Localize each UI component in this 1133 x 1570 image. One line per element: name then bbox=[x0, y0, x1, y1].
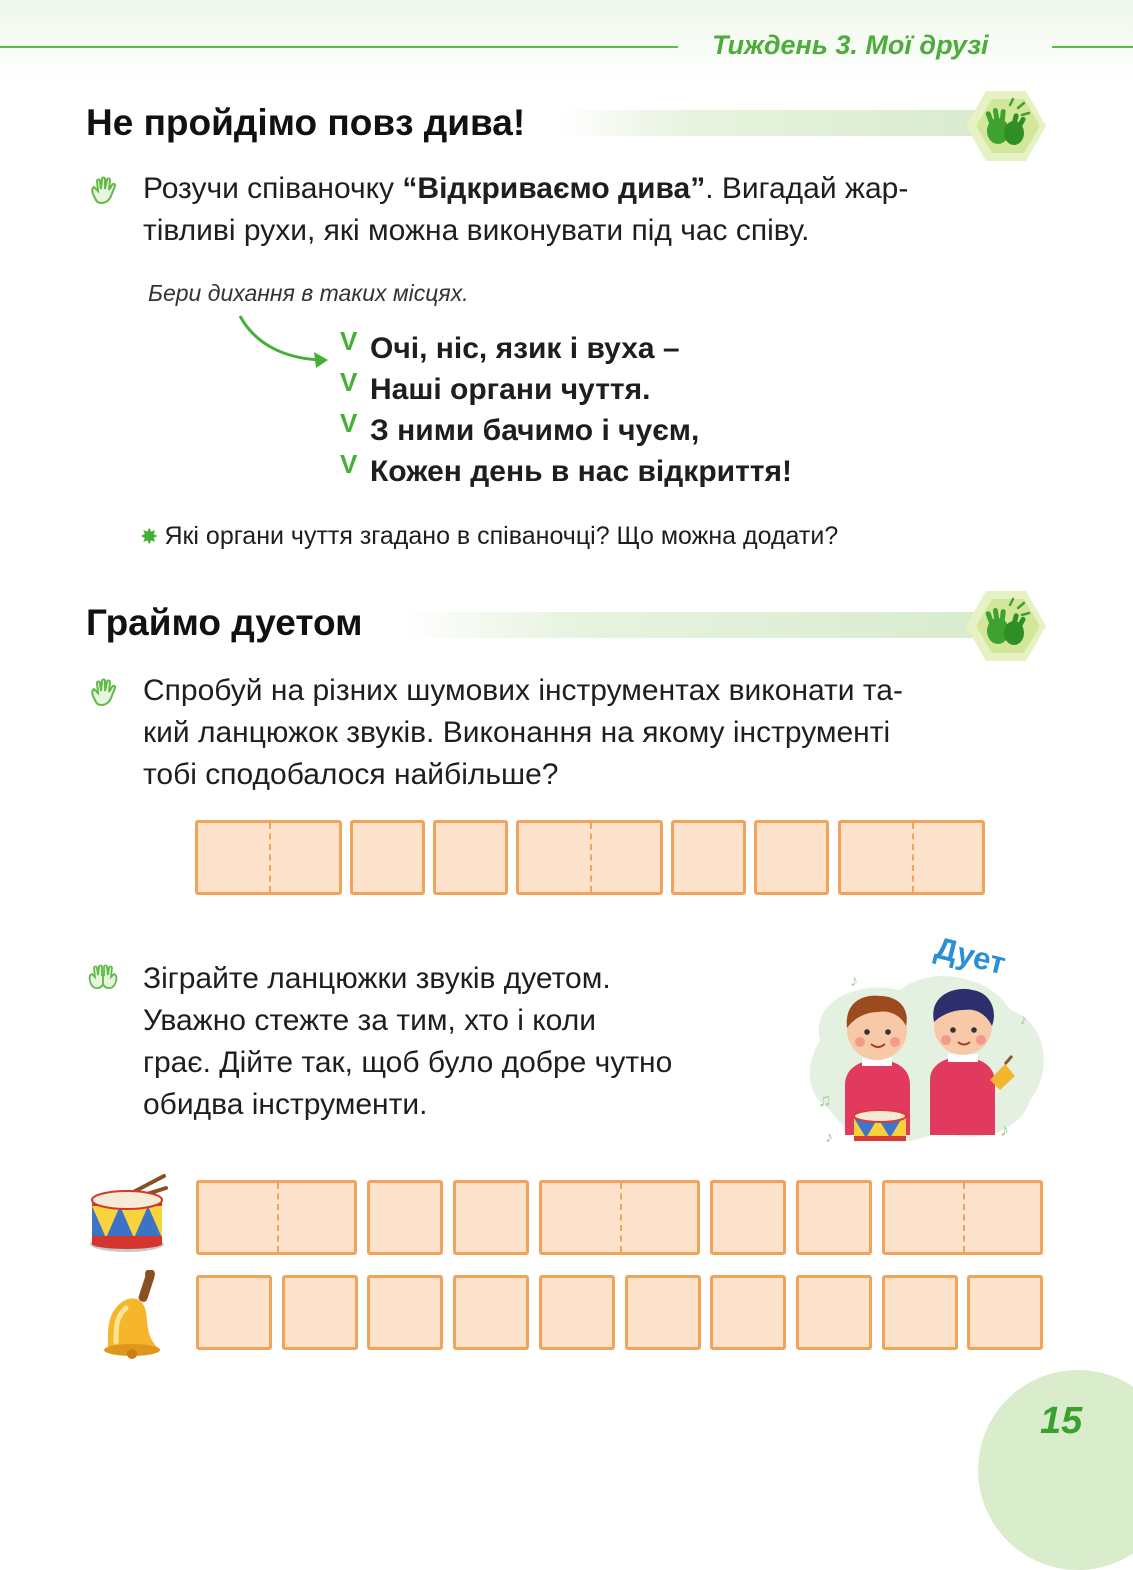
section1-title-bar bbox=[560, 110, 990, 136]
header-rule-right bbox=[1052, 46, 1133, 48]
task-text-part2: . Вигадай жар- bbox=[705, 172, 909, 205]
song-title: “Відкриваємо дива” bbox=[402, 172, 706, 205]
star-bullet-icon: ✸ bbox=[140, 524, 159, 549]
breath-mark: V bbox=[340, 326, 358, 356]
svg-text:♪: ♪ bbox=[1020, 1011, 1027, 1027]
bell-rhythm-box bbox=[882, 1275, 958, 1350]
svg-text:♪: ♪ bbox=[825, 1129, 833, 1146]
rhythm-box-long bbox=[838, 820, 985, 895]
bell-rhythm-box bbox=[539, 1275, 615, 1350]
arrow-icon bbox=[236, 312, 336, 372]
task-text-line2: тівливі рухи, які можна виконувати під час співу. bbox=[143, 214, 810, 247]
drum-rhythm-box bbox=[367, 1180, 443, 1255]
svg-text:♪: ♪ bbox=[1000, 1120, 1009, 1140]
rhythm-box bbox=[754, 820, 829, 895]
section1-title: Не пройдімо повз дива! bbox=[86, 102, 526, 143]
section2-task2: Зіграйте ланцюжки звуків дуетом. Уважно стежте за тим, хто і коли грає. Дійте так, щоб було добре чутно обидва інструменти. bbox=[143, 962, 673, 1121]
hand-icon bbox=[86, 174, 120, 208]
duet-label: Дует bbox=[931, 930, 1010, 982]
rhythm-box-long bbox=[516, 820, 663, 895]
bell-rhythm-box bbox=[367, 1275, 443, 1350]
bell-icon bbox=[88, 1270, 168, 1360]
rhythm-box-long bbox=[195, 820, 342, 895]
clapping-hands-icon bbox=[966, 89, 1046, 163]
week-title: Тиждень 3. Мої друзі bbox=[712, 30, 989, 60]
breath-mark: V bbox=[340, 367, 358, 397]
children-duet-illustration bbox=[800, 960, 1050, 1150]
verse-line: V Очі, ніс, язик і вуха – bbox=[340, 326, 680, 365]
page-number: 15 bbox=[1040, 1400, 1083, 1442]
section1-task bbox=[143, 168, 1063, 252]
section2-title-bar bbox=[400, 612, 990, 638]
bell-rhythm-box bbox=[282, 1275, 358, 1350]
clapping-hands-icon bbox=[966, 589, 1046, 663]
svg-text:♪: ♪ bbox=[850, 973, 858, 990]
drum-rhythm-box-long bbox=[196, 1180, 357, 1255]
drum-rhythm-box bbox=[710, 1180, 786, 1255]
bell-rhythm-box bbox=[710, 1275, 786, 1350]
section2-title: Граймо дуетом bbox=[86, 602, 363, 643]
rhythm-box bbox=[350, 820, 425, 895]
drum-rhythm-box bbox=[796, 1180, 872, 1255]
breath-mark: V bbox=[340, 408, 358, 438]
task-text-part1: Розучи співаночку bbox=[143, 172, 403, 205]
bell-rhythm-box bbox=[196, 1275, 272, 1350]
breath-mark: V bbox=[340, 449, 358, 479]
svg-text:♫: ♫ bbox=[818, 1090, 832, 1110]
section2-task1: Спробуй на різних шумових інструментах виконати та- кий ланцюжок звуків. Виконання на якому інструменті тобі сподобалося найбільше? bbox=[143, 674, 903, 791]
bell-rhythm-box bbox=[796, 1275, 872, 1350]
song-verse bbox=[340, 326, 792, 496]
verse-line: V З ними бачимо і чуєм, bbox=[340, 408, 700, 447]
question-line: ✸ Які органи чуття згадано в співаночці? Що можна додати? bbox=[140, 522, 839, 550]
drum-rhythm-box-long bbox=[539, 1180, 700, 1255]
breath-note: Бери дихання в таких місцях. bbox=[148, 280, 469, 306]
drum-rhythm-box bbox=[453, 1180, 529, 1255]
verse-line: V Кожен день в нас відкриття! bbox=[340, 449, 792, 488]
hand-icon bbox=[86, 676, 120, 710]
bell-rhythm-box bbox=[453, 1275, 529, 1350]
verse-line: V Наші органи чуття. bbox=[340, 367, 651, 406]
two-hands-icon bbox=[86, 962, 120, 996]
bell-rhythm-box bbox=[967, 1275, 1043, 1350]
rhythm-box bbox=[671, 820, 746, 895]
drum-rhythm-box-long bbox=[882, 1180, 1043, 1255]
header-rule-left bbox=[0, 46, 678, 48]
bell-rhythm-box bbox=[625, 1275, 701, 1350]
rhythm-box bbox=[433, 820, 508, 895]
drum-icon bbox=[86, 1172, 168, 1254]
